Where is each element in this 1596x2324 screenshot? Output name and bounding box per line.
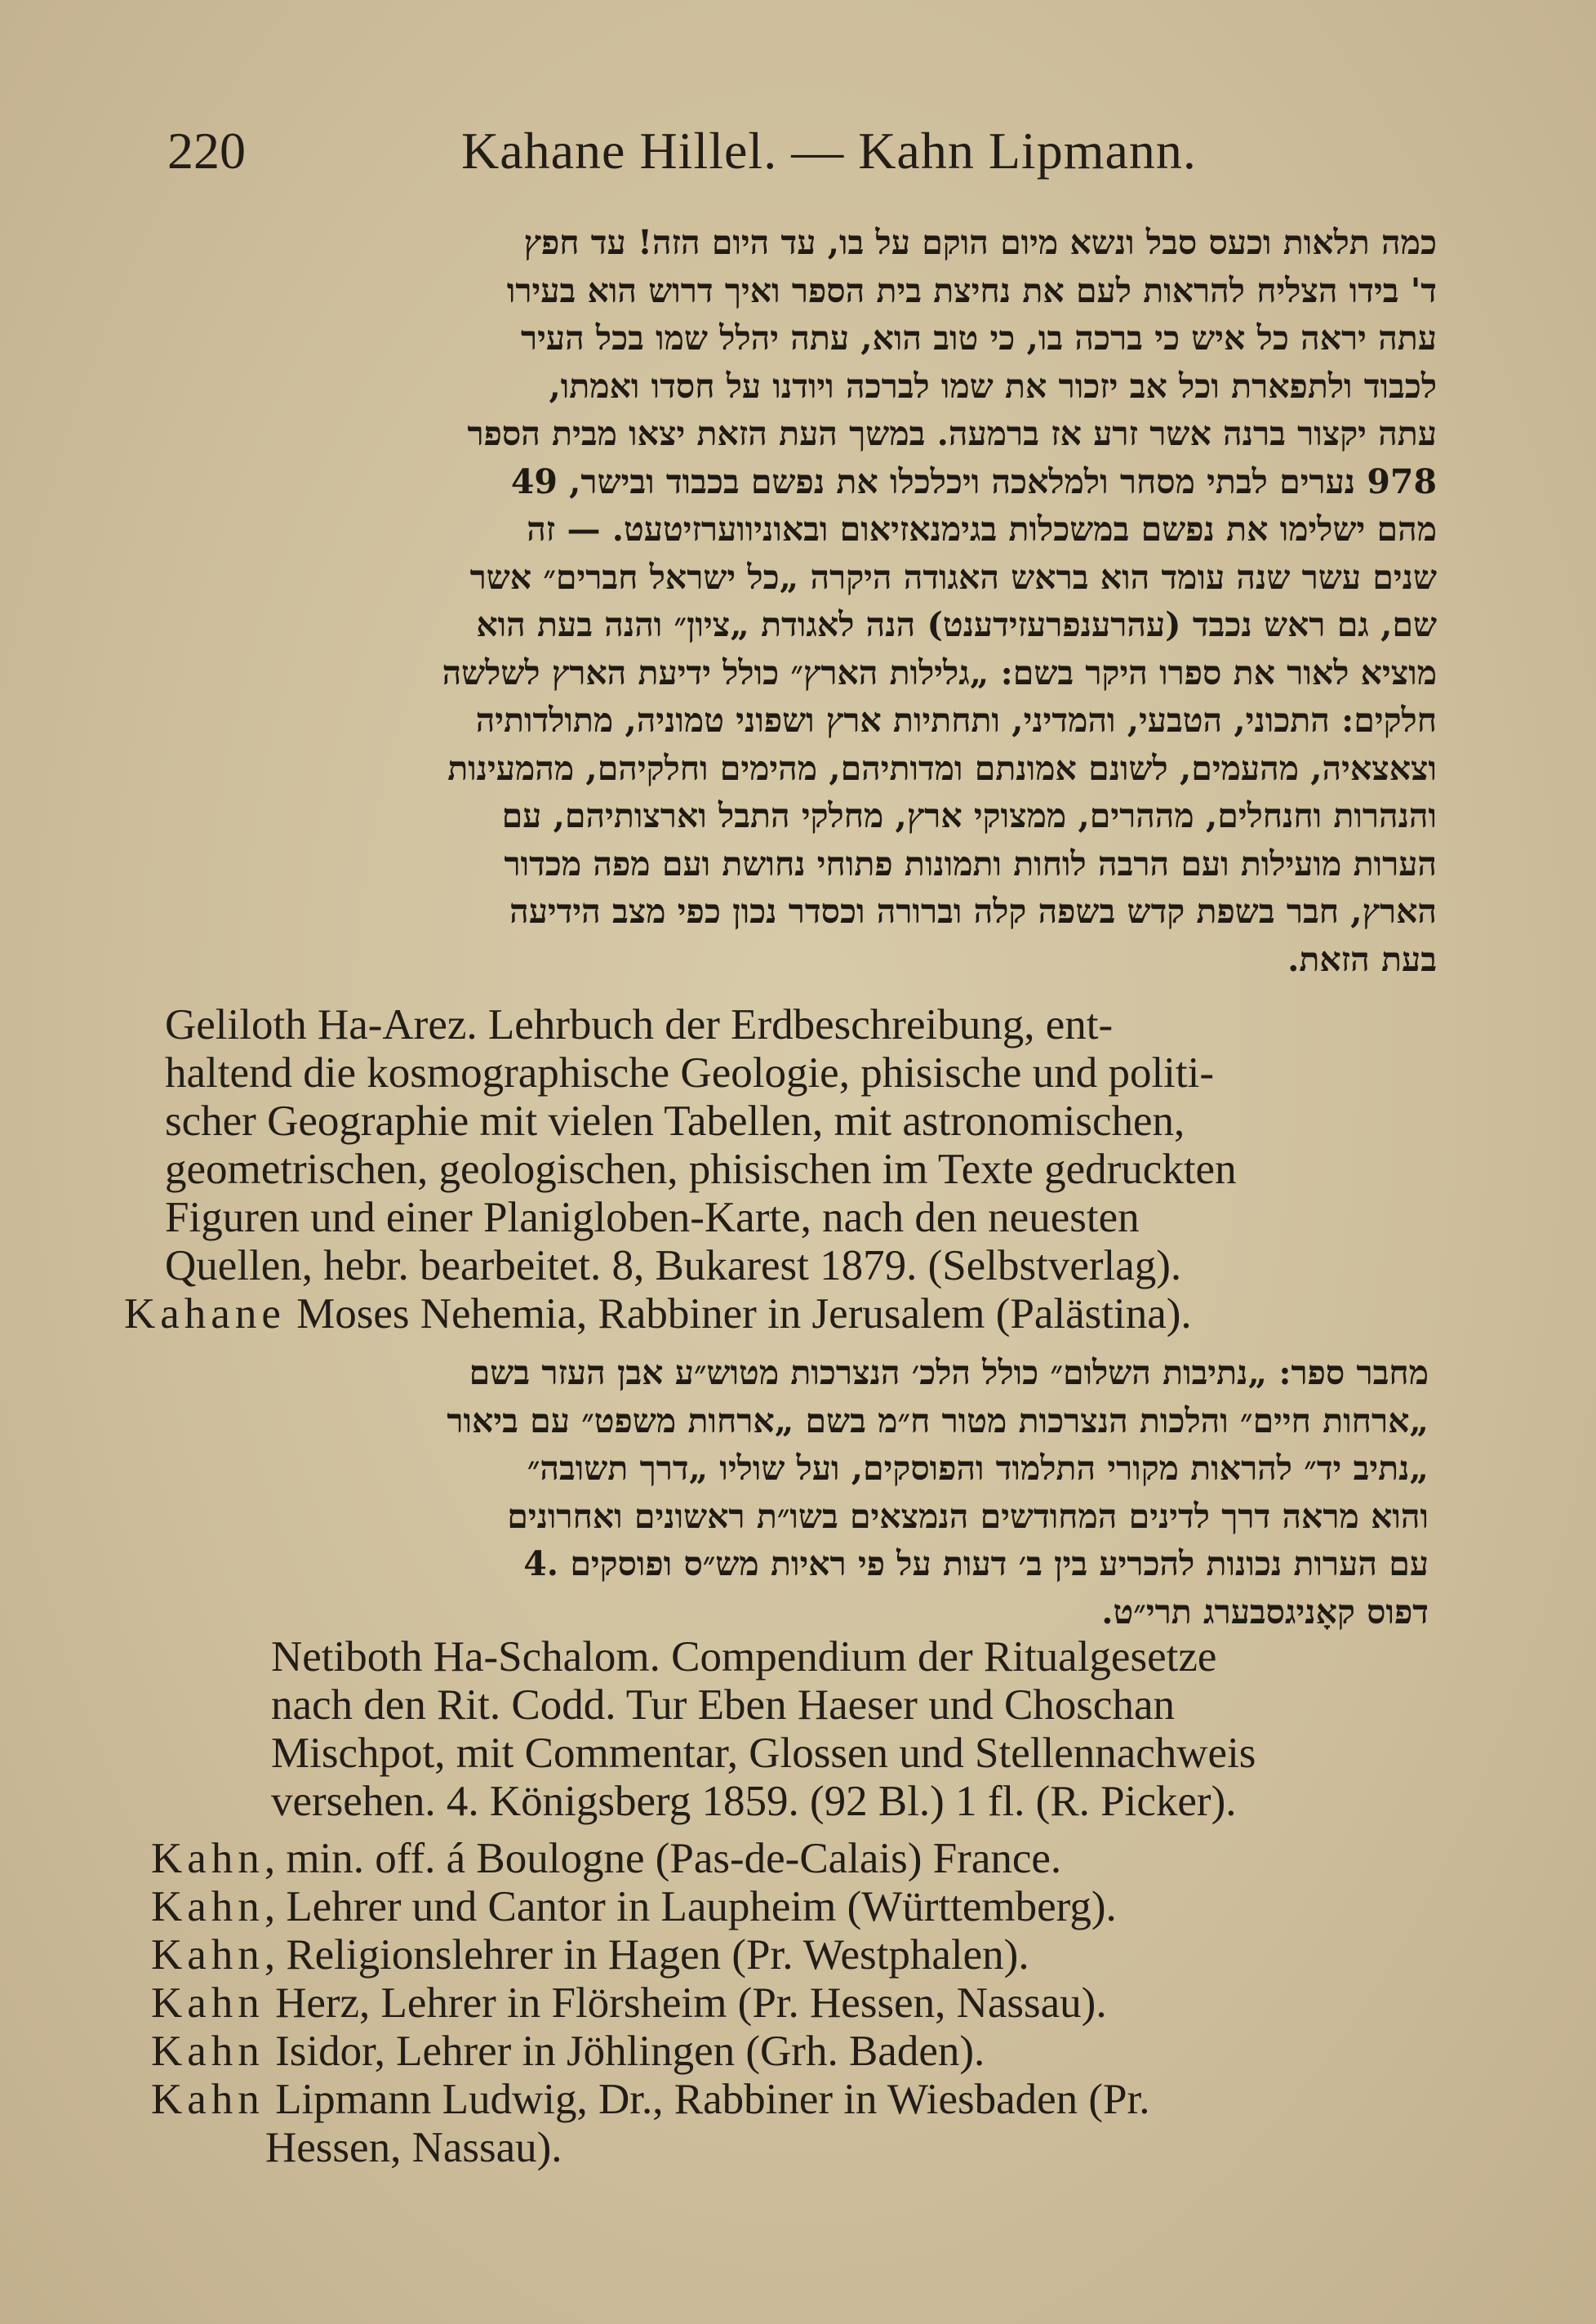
hebrew-line: והוא מראה דרך לדינים המחודשים הנמצאים בשו״ת ראשונים ואחרונים	[507, 1496, 1429, 1536]
hebrew-line: בעת הזאת.	[1287, 939, 1437, 979]
hebrew-line: עתה יראה כל איש כי ברכה בו, כי טוב הוא, עתה יהלל שמו בכל העיר	[520, 318, 1437, 358]
hebrew-line: כמה תלאות וכעס סבל ונשא מיום הוקם על בו, עד היום הזה! עד חפץ	[523, 223, 1437, 262]
entry-kahn-boulogne	[151, 1835, 1433, 1883]
text-line: geometrischen, geologischen, phisischen im Texte gedruckten	[165, 1146, 1237, 1193]
text-line: scher Geographie mit vielen Tabellen, mit astronomischen,	[165, 1097, 1185, 1145]
hebrew-line: מוציא לאור את ספרו היקר בשם: „גלילות הארץ״ כולל ידיעת הארץ לשלשה	[442, 652, 1437, 692]
text-line: Figuren und einer Planigloben-Karte, nach den neuesten	[165, 1194, 1140, 1241]
hebrew-line: שנים עשר שנה עומד הוא בראש האגודה היקרה „כל ישראל חברים״ אשר	[469, 557, 1437, 597]
hebrew-line: ד' בידו הצליח להראות לעם את נחיצת בית הספר ואיך דרוש הוא בעירו	[506, 270, 1437, 310]
hebrew-line: והנהרות וחנחלים, מההרים, ממצוקי ארץ, מחלקי התבל וארצותיהם, עם	[501, 796, 1437, 835]
text-line: haltend die kosmographische Geologie, phisische und politi-	[165, 1049, 1214, 1097]
hebrew-line: חלקים: התכוני, הטבעי, והמדיני, ותחתיות ארץ ושפוני טמוניה, מתולדותיה	[475, 701, 1437, 740]
text-line: Mischpot, mit Commentar, Glossen und Stellennachweis	[271, 1730, 1256, 1777]
hebrew-block-hillel	[278, 219, 1437, 983]
hebrew-line: מחבר ספר: „נתיבות השלום״ כולל הלכ׳ הנצרכות מטוש״ע אבן העזר בשם	[469, 1353, 1429, 1392]
hebrew-line: מהם ישלימו את נפשם במשכלות בגימנאזיאום ובאוניווערזיטעט. — זה	[527, 510, 1437, 549]
entry-kahn-laupheim	[151, 1883, 1433, 1931]
hebrew-line: לכבוד ולתפארת וכל אב יזכור את שמו לברכה ויודנו על חסדו ואמתו,	[549, 366, 1437, 406]
description-netiboth	[271, 1633, 1430, 1826]
text-line: versehen. 4. Königsberg 1859. (92 Bl.) 1 fl. (R. Picker).	[271, 1778, 1237, 1825]
entry-name: Kahn	[151, 1835, 265, 1882]
entry-continuation: Hessen, Nassau).	[265, 2124, 562, 2171]
entry-list	[151, 1835, 1433, 2172]
entry-kahn-lipmann	[151, 2076, 1433, 2124]
entry-text: , Lehrer und Cantor in Laupheim (Württemberg).	[264, 1883, 1117, 1930]
page-number: 220	[167, 122, 246, 180]
hebrew-line: 978 נערים לבתי מסחר ולמלאכה ויכלכלו את נפשם בכבוד ובישר, 49	[510, 461, 1437, 501]
hebrew-line: „נתיב יד״ להראות מקורי התלמוד והפוסקים, ועל שוליו „דרך תשובה״	[527, 1449, 1429, 1488]
entry-text: Herz, Lehrer in Flörsheim (Pr. Hessen, Nassau).	[264, 1979, 1107, 2027]
hebrew-line: שם, גם ראש נכבד (עהרענפרעזידענט) הנה לאגודת „ציון״ והנה בעת הוא	[476, 605, 1437, 644]
entry-text: Isidor, Lehrer in Jöhlingen (Grh. Baden).	[264, 2028, 985, 2075]
description-geliloth	[124, 1001, 1430, 1338]
running-head: Kahane Hillel. — Kahn Lipmann.	[461, 122, 1197, 180]
entry-text: Lipmann Ludwig, Dr., Rabbiner in Wiesbaden (Pr.	[264, 2076, 1150, 2123]
entry-kahn-hagen	[151, 1931, 1433, 1979]
hebrew-line: עם הערות נכונות להכריע בין ב׳ דעות על פי ראיות מש״ס ופוסקים .4	[523, 1544, 1429, 1583]
text-line: Quellen, hebr. bearbeitet. 8, Bukarest 1879. (Selbstverlag).	[165, 1242, 1182, 1289]
hebrew-block-kahane-moses	[269, 1349, 1429, 1636]
entry-kahn-herz	[151, 1979, 1433, 2028]
entry-kahane-moses	[124, 1290, 1430, 1338]
hebrew-line: „ארחות חיים״ והלכות הנצרכות מטור ח״מ בשם „ארחות משפט״ עם ביאור	[447, 1400, 1429, 1440]
hebrew-line: הערות מועילות ועם הרבה לוחות ותמונות פתוחי נחושת ועם מפה מכדור	[504, 844, 1437, 884]
entry-name: Kahn	[151, 2028, 265, 2075]
entry-kahn-isidor	[151, 2028, 1433, 2076]
text-line: nach den Rit. Codd. Tur Eben Haeser und Choschan	[271, 1681, 1175, 1729]
entry-text: , Religionslehrer in Hagen (Pr. Westphalen).	[264, 1931, 1029, 1979]
entry-text: , min. off. á Boulogne (Pas-de-Calais) France.	[264, 1835, 1062, 1882]
entry-name: Kahn	[151, 2076, 265, 2123]
page-header	[167, 121, 1433, 186]
entry-name: Kahane	[124, 1290, 286, 1338]
text-line: Geliloth Ha-Arez. Lehrbuch der Erdbeschreibung, ent-	[165, 1001, 1114, 1048]
hebrew-line: הארץ, חבר בשפת קדש בשפה קלה וברורה וכסדר נכון כפי מצב הידיעה	[509, 892, 1437, 931]
hebrew-line: וצאצאיה, מהעמים, לשונם אמונתם ומדותיהם, מהימים וחלקיהם, מהמעינות	[447, 748, 1437, 788]
entry-name: Kahn	[151, 1979, 265, 2027]
entry-name: Kahn	[151, 1931, 265, 1979]
hebrew-line: דפוס קאָניגסבערג תרי״ט.	[1101, 1592, 1429, 1632]
hebrew-line: עתה יקצור ברנה אשר זרע אז ברמעה. במשך העת הזאת יצאו מבית הספר	[467, 414, 1437, 453]
text-line: Netiboth Ha-Schalom. Compendium der Ritualgesetze	[271, 1633, 1217, 1681]
entry-name: Kahn	[151, 1883, 265, 1930]
entry-text: Moses Nehemia, Rabbiner in Jerusalem (Palästina).	[285, 1290, 1192, 1338]
